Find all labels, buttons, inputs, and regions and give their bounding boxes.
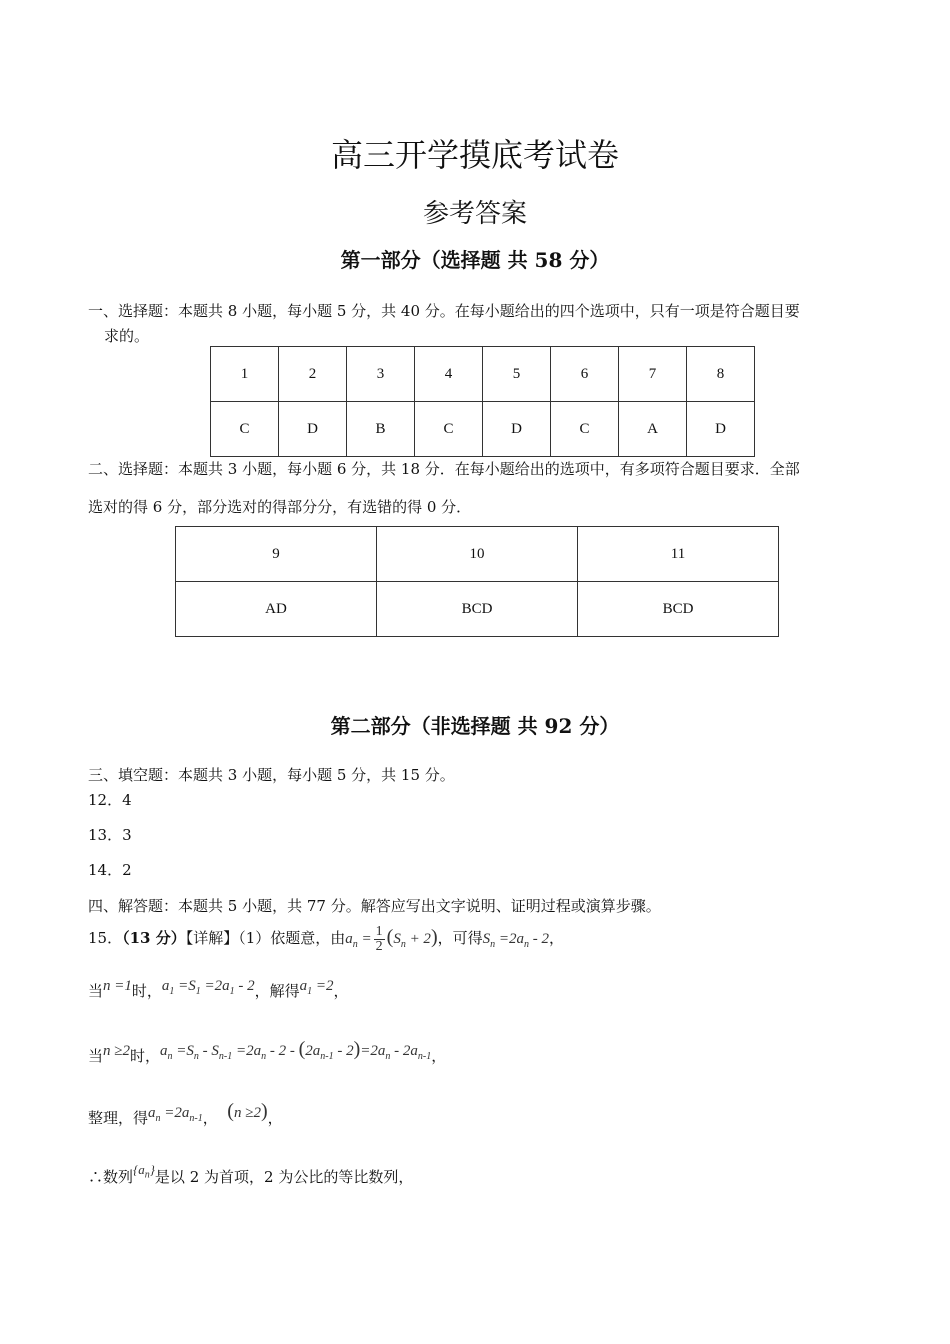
table-cell: 11 (578, 527, 779, 582)
section1-answer-table (210, 346, 755, 457)
table-cell: D (687, 402, 755, 457)
comma: ， (431, 1047, 447, 1065)
section4-heading: 四、解答题：本题共 5 小题，共 77 分。解答应写出文字说明、证明过程或演算步骤。 (88, 897, 661, 915)
formula: $a_n =2a_{n-1}$ (148, 1105, 203, 1124)
fill-answer-12: 12．4 (88, 791, 132, 809)
q15-text: 整理，得 (88, 1109, 149, 1127)
section1-instructions-line2: 求的。 (104, 327, 150, 345)
page-subtitle: 参考答案 (422, 199, 527, 229)
table-row (176, 527, 779, 582)
table-cell: BCD (377, 582, 578, 637)
table-cell: C (551, 402, 619, 457)
table-cell: 6 (551, 347, 619, 402)
q15-line3 (88, 1038, 447, 1068)
table-cell: AD (176, 582, 377, 637)
section2-instructions-line2: 选对的得 6 分，部分选对的得部分分，有选错的得 0 分． (88, 498, 472, 516)
q15-text: 当 (88, 1047, 104, 1065)
table-cell: 5 (483, 347, 551, 402)
table-cell: 1 (211, 347, 279, 402)
formula: n ≥2 (103, 1043, 130, 1059)
q15-line4 (88, 1100, 283, 1130)
table-cell: 10 (377, 527, 578, 582)
section2-instructions-line1: 二、选择题：本题共 3 小题，每小题 6 分，共 18 分．在每小题给出的选项中，有多项符合题目要求．全部 (88, 460, 800, 478)
q15-text: 时， (130, 1047, 161, 1065)
formula: $a_n$ = $\frac{1}{2}$ $(S_n + 2)$ (345, 924, 438, 955)
q15-tag: 【详解】 (185, 929, 239, 947)
formula: $a_1 =S_1 =2a_1 - 2$ (161, 978, 255, 997)
formula: $S_n =2a_n - 2$ (482, 931, 549, 950)
q15-text: 是以 2 为首项，2 为公比的等比数列， (154, 1168, 414, 1186)
table-cell: 3 (347, 347, 415, 402)
section1-instructions-line1: 一、选择题：本题共 8 小题，每小题 5 分，共 40 分。在每小题给出的四个选项中，只有一项是符合题目要 (88, 302, 800, 320)
comma: ， (267, 1109, 283, 1127)
page-title: 高三开学摸底考试卷 (330, 136, 619, 174)
table-cell: D (483, 402, 551, 457)
table-cell: BCD (578, 582, 779, 637)
q15-score: （13 分） (122, 929, 186, 947)
q15-line2 (88, 980, 349, 1003)
comma: ， (549, 929, 565, 947)
q15-text: （1）依题意，由 (238, 929, 346, 947)
part1-heading: 第一部分（选择题 共 58 分） (340, 248, 610, 272)
table-cell: D (279, 402, 347, 457)
section3-heading: 三、填空题：本题共 3 小题，每小题 5 分，共 15 分。 (88, 766, 455, 784)
formula: $a_1 =2$ (299, 978, 334, 997)
comma: ， (333, 982, 349, 1000)
formula: (n ≥2) (227, 1100, 268, 1122)
q15-line5 (88, 1162, 414, 1189)
q15-text: ∴数列 (88, 1168, 134, 1186)
fill-answer-13: 13．3 (88, 826, 132, 844)
formula: $\{a_n\}$ (133, 1162, 155, 1181)
table-cell: 7 (619, 347, 687, 402)
table-row (211, 402, 755, 457)
table-cell: B (347, 402, 415, 457)
table-cell: 9 (176, 527, 377, 582)
comma: ， (202, 1109, 218, 1127)
table-cell: 8 (687, 347, 755, 402)
q15-text: 当 (88, 982, 104, 1000)
q15-line1 (88, 922, 564, 960)
q15-text: ，解得 (254, 982, 300, 1000)
table-cell: C (211, 402, 279, 457)
section2-answer-table (175, 526, 779, 637)
formula: $a_n =S_n - S_{n-1} =2a_n - 2 - (2a_{n-1} - 2)=2a_n - 2a_{n-1}$ (160, 1038, 432, 1062)
table-cell: C (415, 402, 483, 457)
table-row (211, 347, 755, 402)
fill-answer-14: 14．2 (88, 861, 132, 879)
formula: n =1 (103, 978, 132, 994)
q15-text: 时， (131, 982, 162, 1000)
table-cell: 4 (415, 347, 483, 402)
part2-heading: 第二部分（非选择题 共 92 分） (330, 714, 620, 738)
table-cell: 2 (279, 347, 347, 402)
q15-number: 15． (88, 929, 123, 947)
table-cell: A (619, 402, 687, 457)
q15-text: ，可得 (437, 929, 483, 947)
table-row (176, 582, 779, 637)
